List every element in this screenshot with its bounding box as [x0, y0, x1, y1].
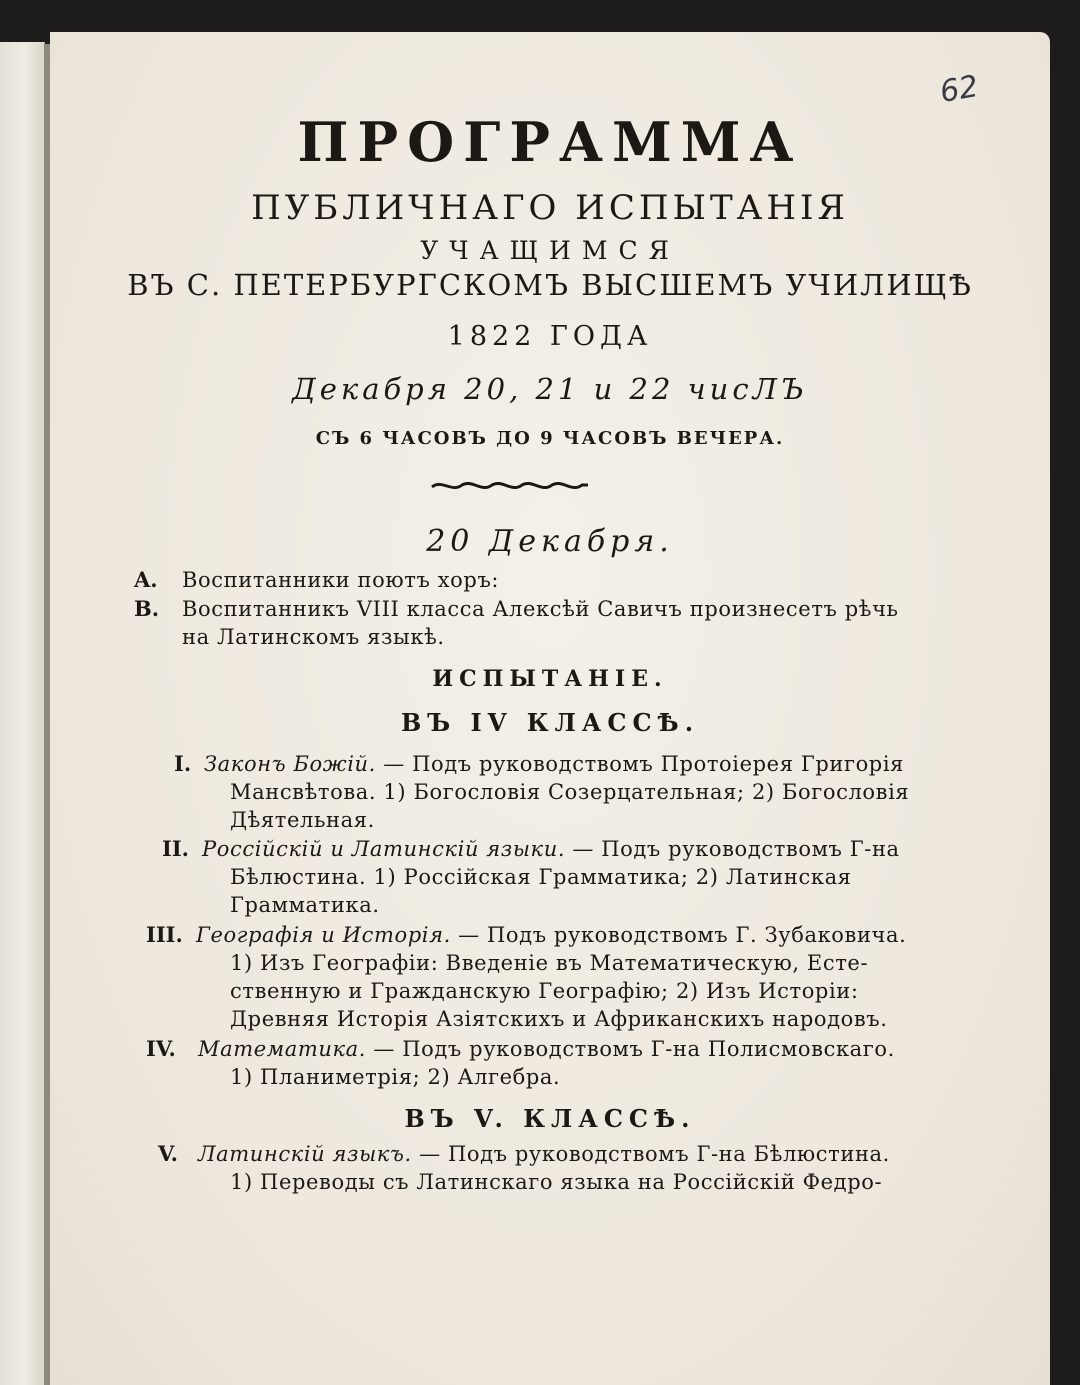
students-line: УЧАЩИМСЯ [420, 236, 680, 265]
day-heading: 20 Декабря. [426, 524, 674, 559]
item-iv-label: IV. [146, 1036, 176, 1061]
item-iv-line-1 [198, 1035, 895, 1063]
item-b-text-1: Воспитанникъ VIII класса Алексѣй Савичъ произнесетъ рѣчь [182, 597, 899, 621]
item-a-label: A. [134, 567, 158, 592]
item-iv-line-2: 1) Планиметрія; 2) Алгебра. [230, 1065, 561, 1089]
item-ii-text-1: — Подъ руководствомъ Г-на [565, 837, 900, 861]
item-iii-line-4: Древняя Исторія Азіятскихъ и Африканскихъ народовъ. [230, 1007, 888, 1031]
item-ii-subject: Россійскій и Латинскій языки. [202, 837, 566, 861]
item-v-line-2: 1) Переводы съ Латинскаго языка на Россійскій Федро- [230, 1170, 883, 1194]
item-ii-line-3: Грамматика. [230, 893, 380, 917]
item-iii-line-3: ственную и Гражданскую Географію; 2) Изъ Исторіи: [230, 979, 859, 1003]
page-subtitle: ПУБЛИЧНАГО ИСПЫТАНІЯ [251, 188, 849, 228]
margin-mark: 62 [937, 68, 981, 111]
item-iv-subject: Математика. [198, 1037, 367, 1061]
year-line: 1822 ГОДА [447, 321, 653, 352]
class-v-heading: ВЪ V. КЛАССѢ. [404, 1104, 696, 1133]
item-i-label: I. [174, 751, 192, 776]
item-i-subject: Законъ Божій. [204, 752, 376, 776]
item-iv-text-1: — Подъ руководствомъ Г-на Полисмовскаго. [366, 1037, 895, 1061]
item-iii-subject: Географія и Исторія. [196, 923, 451, 947]
ornament-divider [430, 479, 590, 493]
item-ii-label: II. [162, 836, 189, 861]
item-v-text-1: — Подъ руководствомъ Г-на Бѣлюстина. [411, 1142, 890, 1166]
item-ii-line-2: Бѣлюстина. 1) Россійская Грамматика; 2) Латинская [230, 865, 852, 889]
item-iii-line-2: 1) Изъ Географіи: Введеніе въ Математическую, Есте- [230, 951, 869, 975]
item-i-line-2: Мансвѣтова. 1) Богословія Созерцательная; 2) Богословія [230, 780, 910, 804]
item-iii-line-1 [196, 921, 906, 949]
item-v-label: V. [158, 1141, 178, 1166]
item-iii-text-1: — Подъ руководствомъ Г. Зубаковича. [450, 923, 907, 947]
page-title: ПРОГРАММА [297, 110, 803, 174]
item-ii-line-1 [202, 835, 900, 863]
item-b-label: B. [134, 596, 160, 621]
item-i-text-1: — Подъ руководствомъ Протоіерея Григорія [375, 752, 905, 776]
item-i-line-3: Дѣятельная. [230, 808, 375, 832]
item-b-text-2: на Латинскомъ языкѣ. [182, 625, 445, 649]
item-i-line-1 [204, 750, 904, 778]
class-iv-heading: ВЪ IV КЛАССѢ. [400, 708, 700, 737]
school-line: ВЪ С. ПЕТЕРБУРГСКОМЪ ВЫСШЕМЪ УЧИЛИЩѢ [127, 268, 973, 302]
previous-page-stub [0, 42, 45, 1385]
item-a-text: Воспитанники поютъ хоръ: [182, 568, 500, 592]
item-v-line-1 [198, 1140, 890, 1168]
document-page [50, 32, 1050, 1385]
item-iii-label: III. [146, 922, 183, 947]
time-line: СЪ 6 ЧАСОВЪ ДО 9 ЧАСОВЪ ВЕЧЕРА. [315, 428, 785, 449]
exam-heading: ИСПЫТАНІЕ. [432, 666, 668, 692]
item-v-subject: Латинскій языкъ. [198, 1142, 412, 1166]
dates-line: Декабря 20, 21 и 22 чисЛЪ [292, 372, 808, 406]
